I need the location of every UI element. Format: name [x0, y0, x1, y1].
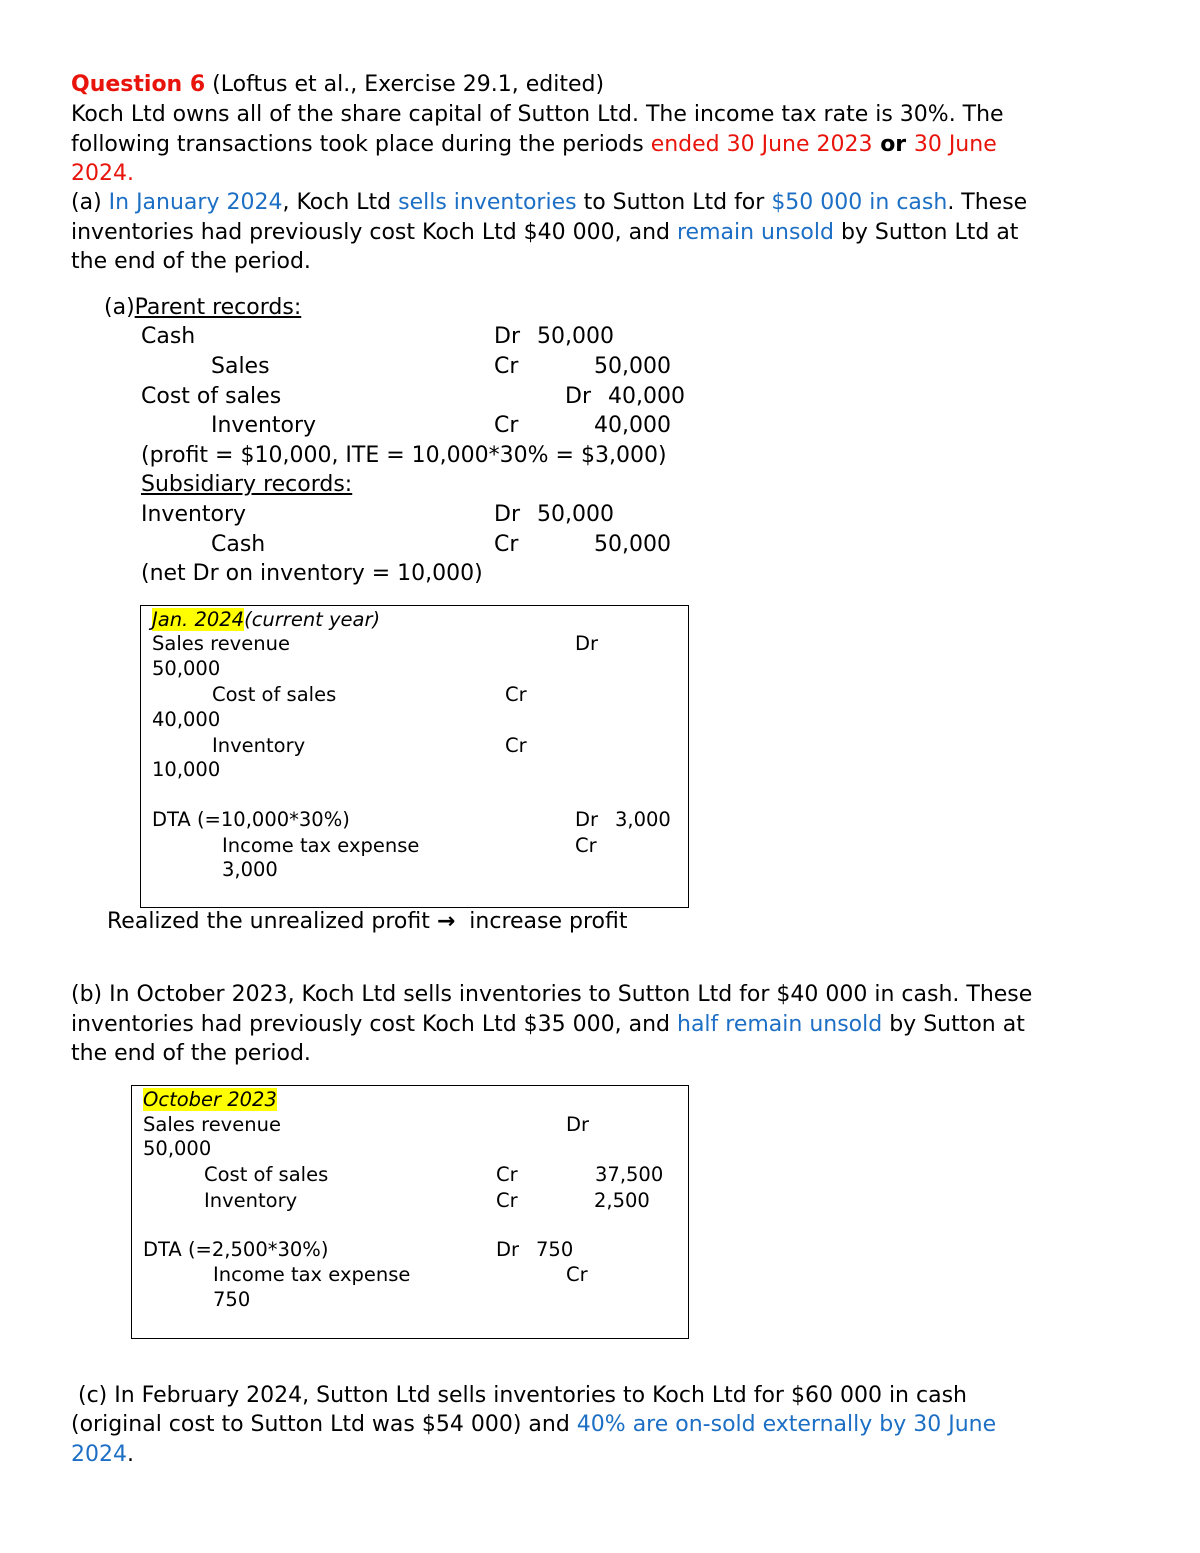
question-heading [71, 70, 604, 100]
box-b-side: Dr [496, 1238, 520, 1261]
box-a-account: Cost of sales [212, 683, 337, 706]
box-a-amount: 40,000 [152, 708, 221, 731]
box-b-side: Dr [566, 1113, 590, 1136]
part-c-line-2: (original cost to Sutton Ltd was $54 000) and 40% are on-sold externally by 30 June [71, 1412, 997, 1437]
box-a-side: Cr [575, 834, 597, 857]
box-b-account: Sales revenue [143, 1113, 281, 1136]
parent-entry-account: Sales [211, 354, 270, 379]
intro-line-3: 2024. [71, 161, 134, 186]
parent-entry-side: Dr [565, 384, 591, 409]
box-a-amount: 50,000 [152, 657, 221, 680]
parent-records-heading: (a)Parent records: [104, 295, 302, 320]
box-b-amount: 750 [213, 1288, 251, 1311]
box-a-side: Cr [505, 683, 527, 706]
realized-profit-note: Realized the unrealized profit → increase profit [107, 909, 628, 934]
part-a-line-1: (a) In January 2024, Koch Ltd sells inventories to Sutton Ltd for $50 000 in cash. These [71, 190, 1028, 215]
part-b-line-3: the end of the period. [71, 1041, 311, 1066]
box-a-account: Inventory [212, 734, 306, 757]
parent-entry-account: Cash [141, 324, 196, 349]
subsidiary-note: (net Dr on inventory = 10,000) [141, 561, 483, 586]
part-a-line-2: inventories had previously cost Koch Ltd $40 000, and remain unsold by Sutton Ltd at [71, 220, 1019, 245]
parent-entry-amount: 50,000 [594, 354, 671, 379]
subsidiary-entry-amount: 50,000 [537, 502, 614, 527]
box-b-side: Cr [566, 1263, 588, 1286]
box-a-amount: 3,000 [615, 808, 671, 831]
question-source: (Loftus et al., Exercise 29.1, edited) [205, 72, 605, 97]
part-b-line-2: inventories had previously cost Koch Ltd $35 000, and half remain unsold by Sutton at [71, 1012, 1025, 1037]
box-b-amount: 50,000 [143, 1137, 212, 1160]
part-c-line-1: (c) In February 2024, Sutton Ltd sells inventories to Koch Ltd for $60 000 in cash [71, 1383, 967, 1408]
box-b-account: Income tax expense [213, 1263, 411, 1286]
parent-entry-side: Dr [494, 324, 520, 349]
parent-entry-account: Inventory [211, 413, 317, 438]
subsidiary-entry-account: Cash [211, 532, 266, 557]
parent-entry-amount: 50,000 [537, 324, 614, 349]
box-a-date: Jan. 2024(current year) [152, 608, 381, 631]
arrow-right-icon: → [436, 909, 456, 934]
parent-entry-side: Cr [494, 413, 519, 438]
part-c-line-3: 2024. [71, 1442, 134, 1467]
subsidiary-entry-amount: 50,000 [594, 532, 671, 557]
parent-entry-amount: 40,000 [608, 384, 685, 409]
subsidiary-entry-side: Dr [494, 502, 520, 527]
parent-entry-account: Cost of sales [141, 384, 282, 409]
box-a-amount: 10,000 [152, 758, 221, 781]
question-label: Question 6 [71, 72, 206, 97]
intro-line-1: Koch Ltd owns all of the share capital of Sutton Ltd. The income tax rate is 30%. The [71, 102, 1004, 127]
parent-note: (profit = $10,000, ITE = 10,000*30% = $3,000) [141, 443, 667, 468]
box-a-amount: 3,000 [222, 858, 278, 881]
parent-entry-amount: 40,000 [594, 413, 671, 438]
box-b-account: Inventory [204, 1189, 298, 1212]
box-b-date: October 2023 [143, 1088, 277, 1111]
box-a-account: Sales revenue [152, 632, 290, 655]
box-b-side: Cr [496, 1163, 518, 1186]
box-b-amount: 37,500 [595, 1163, 664, 1186]
box-b-side: Cr [496, 1189, 518, 1212]
parent-entry-side: Cr [494, 354, 519, 379]
subsidiary-records-heading: Subsidiary records: [141, 472, 353, 497]
box-b-account: DTA (=2,500*30%) [143, 1238, 329, 1261]
box-a-side: Dr [575, 808, 599, 831]
box-b-amount: 2,500 [594, 1189, 650, 1212]
box-a-side: Cr [505, 734, 527, 757]
box-b-account: Cost of sales [204, 1163, 329, 1186]
box-b-amount: 750 [536, 1238, 574, 1261]
part-a-line-3: the end of the period. [71, 249, 311, 274]
part-b-line-1: (b) In October 2023, Koch Ltd sells inventories to Sutton Ltd for $40 000 in cash. These [71, 982, 1033, 1007]
subsidiary-entry-side: Cr [494, 532, 519, 557]
intro-line-2: following transactions took place during the periods ended 30 June 2023 or 30 June [71, 132, 997, 157]
subsidiary-entry-account: Inventory [141, 502, 247, 527]
box-a-side: Dr [575, 632, 599, 655]
box-a-account: Income tax expense [222, 834, 420, 857]
box-a-account: DTA (=10,000*30%) [152, 808, 350, 831]
